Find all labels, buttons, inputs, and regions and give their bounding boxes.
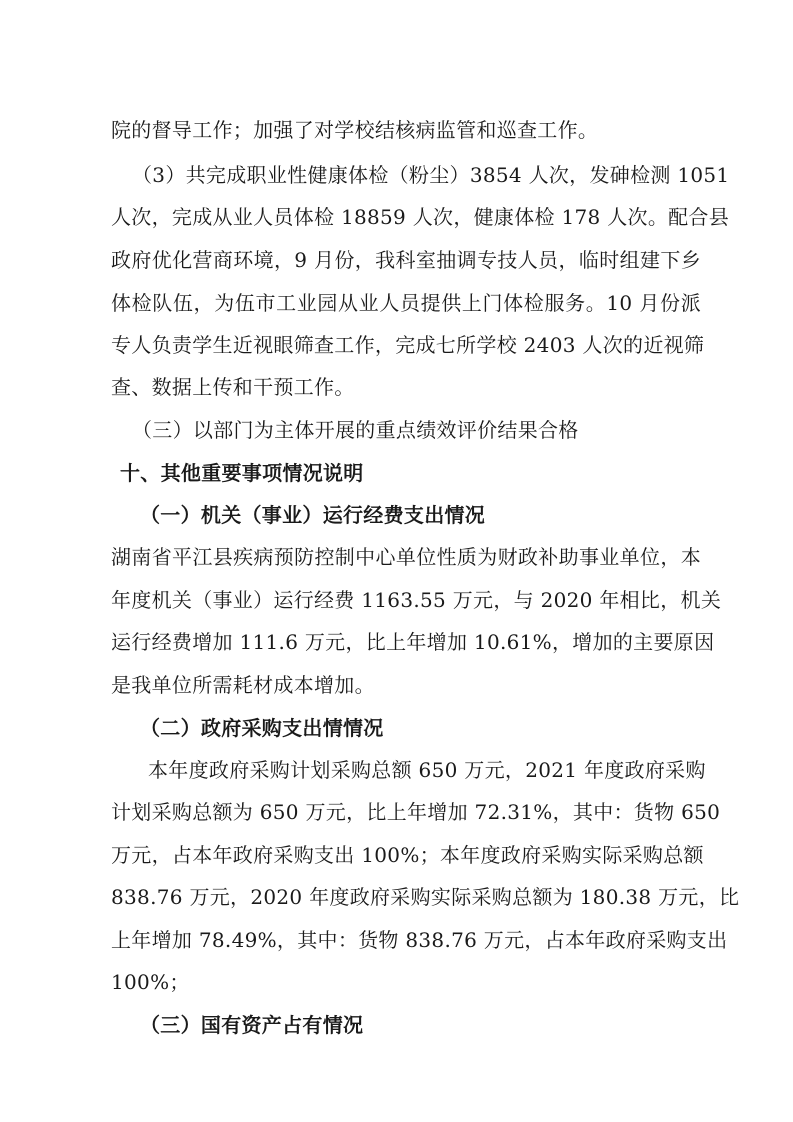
text-line: 100%； <box>111 970 190 994</box>
text-line: 万元，占本年政府采购支出 100%；本年度政府采购实际采购总额 <box>111 843 704 867</box>
subsection-heading: （一）机关（事业）运行经费支出情况 <box>140 503 486 527</box>
text-line: 体检队伍，为伍市工业园从业人员提供上门体检服务。10 月份派 <box>111 291 701 315</box>
text-line: 838.76 万元，2020 年度政府采购实际采购总额为 180.38 万元，比 <box>111 885 740 909</box>
subsection-heading: （三）国有资产占有情况 <box>140 1013 364 1037</box>
section-heading: 十、其他重要事项情况说明 <box>120 461 364 485</box>
text-line: 运行经费增加 111.6 万元，比上年增加 10.61%，增加的主要原因 <box>111 630 715 654</box>
text-line: 本年度政府采购计划采购总额 650 万元，2021 年度政府采购 <box>148 758 706 782</box>
text-line: 湖南省平江县疾病预防控制中心单位性质为财政补助事业单位，本 <box>111 545 701 569</box>
text-line: 计划采购总额为 650 万元，比上年增加 72.31%，其中：货物 650 <box>111 800 721 824</box>
text-line: （三）以部门为主体开展的重点绩效评价结果合格 <box>132 418 579 442</box>
text-line: 院的督导工作；加强了对学校结核病监管和巡查工作。 <box>111 118 599 142</box>
text-line: 查、数据上传和干预工作。 <box>111 375 355 399</box>
text-line: 专人负责学生近视眼筛查工作，完成七所学校 2403 人次的近视筛 <box>111 333 705 357</box>
text-line: 上年增加 78.49%，其中：货物 838.76 万元，占本年政府采购支出 <box>111 928 728 952</box>
text-line: 年度机关（事业）运行经费 1163.55 万元，与 2020 年相比，机关 <box>111 588 722 612</box>
text-line: 人次，完成从业人员体检 18859 人次，健康体检 178 人次。配合县 <box>111 205 730 229</box>
text-line: （3）共完成职业性健康体检（粉尘）3854 人次，发砷检测 1051 <box>132 163 730 187</box>
subsection-heading: （二）政府采购支出情情况 <box>140 716 384 740</box>
text-line: 政府优化营商环境，9 月份，我科室抽调专技人员，临时组建下乡 <box>111 248 701 272</box>
text-line: 是我单位所需耗材成本增加。 <box>111 673 375 697</box>
